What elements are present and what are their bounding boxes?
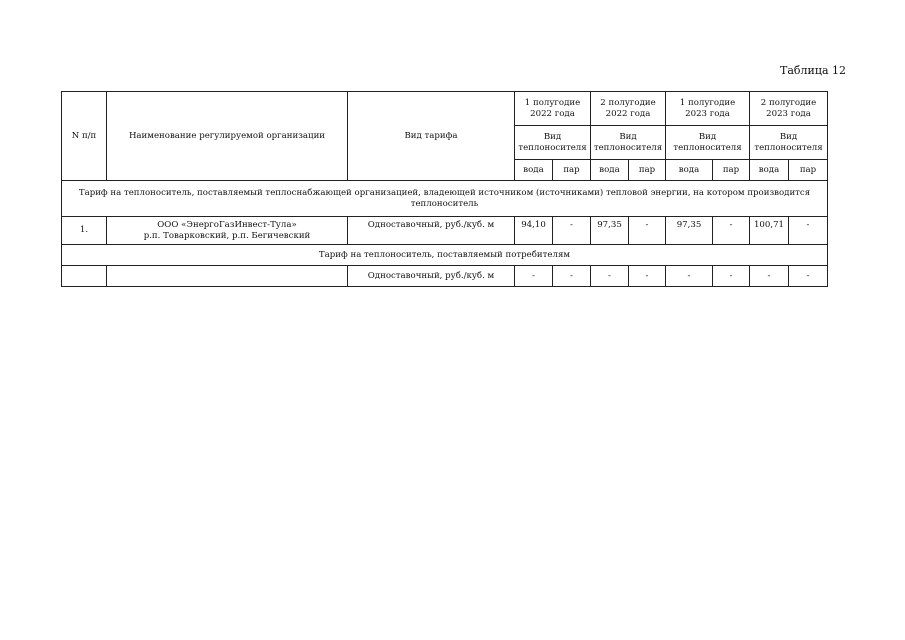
header-sub-steam: пар bbox=[553, 160, 591, 181]
header-carrier-line1: Вид bbox=[543, 131, 562, 142]
table-row bbox=[62, 266, 828, 287]
header-sub-water: вода bbox=[666, 160, 713, 181]
row-value: - bbox=[713, 266, 750, 287]
table-row bbox=[62, 217, 828, 245]
header-period-2 bbox=[591, 92, 666, 126]
header-period-3-line2: 2023 года bbox=[685, 108, 730, 119]
row-value: 97,35 bbox=[666, 217, 713, 245]
header-sub-steam: пар bbox=[629, 160, 666, 181]
row-value: 100,71 bbox=[750, 217, 789, 245]
header-carrier-line1: Вид bbox=[619, 131, 637, 142]
header-sub-water: вода bbox=[515, 160, 553, 181]
header-sub-steam: пар bbox=[789, 160, 828, 181]
row-value: - bbox=[553, 217, 591, 245]
header-carrier bbox=[591, 126, 666, 160]
header-period-4-line2: 2023 года bbox=[766, 108, 811, 119]
row-org-name: ООО «ЭнергоГазИнвест-Тула» bbox=[157, 219, 297, 230]
row-value: - bbox=[789, 217, 828, 245]
header-carrier bbox=[515, 126, 591, 160]
row-value: - bbox=[713, 217, 750, 245]
header-carrier-line2: теплоносителя bbox=[518, 142, 587, 153]
header-carrier bbox=[750, 126, 828, 160]
row-value: - bbox=[629, 217, 666, 245]
header-carrier bbox=[666, 126, 750, 160]
row-value: - bbox=[515, 266, 553, 287]
row-value: - bbox=[789, 266, 828, 287]
header-period-1-line1: 1 полугодие bbox=[524, 97, 581, 108]
row-value: - bbox=[750, 266, 789, 287]
header-period-1 bbox=[515, 92, 591, 126]
section-title-supplier-line2: теплоноситель bbox=[410, 198, 479, 209]
row-tariff-type: Одноставочный, руб./куб. м bbox=[348, 266, 515, 287]
section-title-supplier-line1: Тариф на теплоноситель, поставляемый теплоснабжающей организацией, владеющей источником (источниками) тепловой энергии, на котором производится bbox=[78, 187, 811, 198]
header-period-3-line1: 1 полугодие bbox=[679, 97, 736, 108]
header-org: Наименование регулируемой организации bbox=[107, 92, 348, 181]
header-period-4-line1: 2 полугодие bbox=[760, 97, 817, 108]
header-sub-water: вода bbox=[591, 160, 629, 181]
header-period-2-line2: 2022 года bbox=[605, 108, 651, 119]
header-carrier-line1: Вид bbox=[779, 131, 798, 142]
header-num: N п/п bbox=[62, 92, 107, 181]
header-period-2-line1: 2 полугодие bbox=[600, 97, 656, 108]
row-value: - bbox=[629, 266, 666, 287]
row-org bbox=[107, 217, 348, 245]
header-period-1-line2: 2022 года bbox=[530, 108, 575, 119]
header-tariff-type: Вид тарифа bbox=[348, 92, 515, 181]
header-carrier-line2: теплоносителя bbox=[754, 142, 823, 153]
row-value: 94,10 bbox=[515, 217, 553, 245]
row-value: - bbox=[553, 266, 591, 287]
row-value: - bbox=[666, 266, 713, 287]
section-row-supplier bbox=[62, 181, 828, 217]
row-value: - bbox=[591, 266, 629, 287]
row-org-location: р.п. Товарковский, р.п. Бегичевский bbox=[143, 230, 311, 241]
row-tariff-type: Одноставочный, руб./куб. м bbox=[348, 217, 515, 245]
row-value: 97,35 bbox=[591, 217, 629, 245]
table-caption: Таблица 12 bbox=[780, 64, 846, 77]
header-sub-water: вода bbox=[750, 160, 789, 181]
header-carrier-line1: Вид bbox=[698, 131, 717, 142]
header-period-3 bbox=[666, 92, 750, 126]
section-title-supplier bbox=[62, 181, 828, 217]
row-num bbox=[62, 266, 107, 287]
section-title-consumers: Тариф на теплоноситель, поставляемый потребителям bbox=[62, 245, 828, 266]
header-row-periods bbox=[62, 92, 828, 126]
row-num: 1. bbox=[62, 217, 107, 245]
tariff-table bbox=[61, 91, 828, 287]
header-carrier-line2: теплоносителя bbox=[593, 142, 663, 153]
row-org bbox=[107, 266, 348, 287]
header-period-4 bbox=[750, 92, 828, 126]
header-sub-steam: пар bbox=[713, 160, 750, 181]
header-carrier-line2: теплоносителя bbox=[673, 142, 742, 153]
section-row-consumers bbox=[62, 245, 828, 266]
